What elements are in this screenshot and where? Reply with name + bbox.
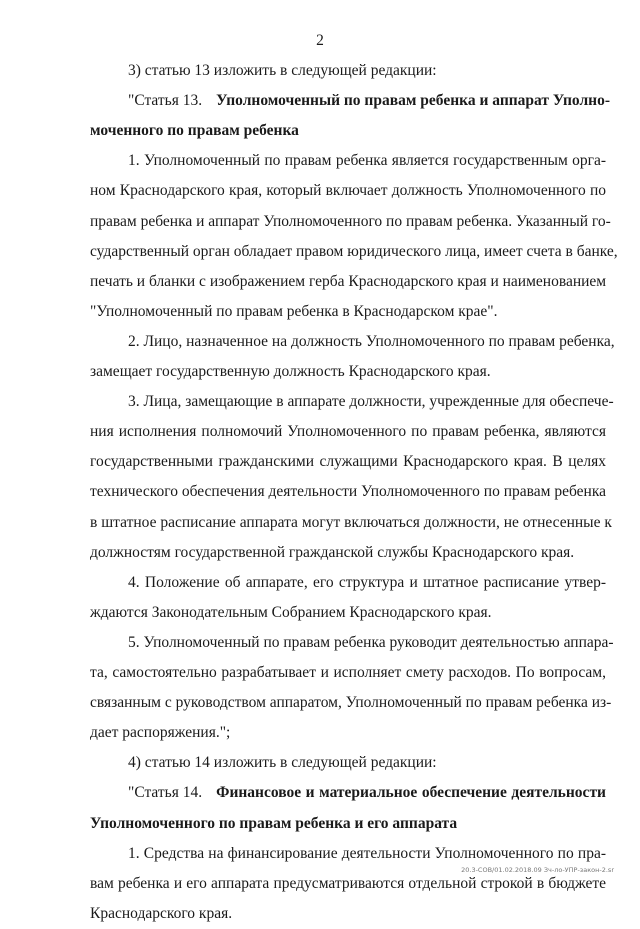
text-line: правам ребенка и аппарат Уполномоченного по правам ребенка. Указанный го-	[90, 212, 611, 230]
text-line: 4. Положение об аппарате, его структура и штатное расписание утвер-	[128, 573, 606, 591]
text-line: должностям государственной гражданской службы Краснодарского края.	[90, 543, 575, 561]
text-line: 1. Средства на финансирование деятельности Уполномоченного по пра-	[128, 844, 606, 862]
text-line: Краснодарского края.	[90, 904, 233, 922]
text-line: ждаются Законодательным Собранием Краснодарского края.	[90, 603, 492, 621]
text-line: вам ребенка и его аппарата предусматриваются отдельной строкой в бюджете	[90, 874, 606, 892]
text-line: 4) статью 14 изложить в следующей редакции:	[128, 754, 437, 772]
article-number: "Статья 14.	[128, 784, 203, 802]
page-number: 2	[316, 32, 324, 49]
text-line: 3. Лица, замещающие в аппарате должности, учрежденные для обеспече-	[128, 393, 614, 411]
article-title: Уполномоченный по правам ребенка и аппарат Уполно-	[216, 92, 611, 110]
text-line: связанным с руководством аппаратом, Уполномоченный по правам ребенка из-	[90, 694, 612, 712]
text-line: 2. Лицо, назначенное на должность Уполномоченного по правам ребенка,	[128, 332, 615, 350]
article-number: "Статья 13.	[128, 92, 203, 110]
article-heading-line: Уполномоченного по правам ребенка и его аппарата	[90, 814, 458, 832]
text-line: печать и бланки с изображением герба Краснодарского края и наименованием	[90, 272, 607, 290]
text-line: замещает государственную должность Краснодарского края.	[90, 363, 491, 380]
article-heading-line: моченного по правам ребенка	[90, 122, 299, 140]
text-line: в штатное расписание аппарата могут включаться должности, не отнесенные к	[90, 513, 612, 531]
text-line: "Уполномоченный по правам ребенка в Краснодарском крае".	[90, 302, 498, 320]
text-line: ном Краснодарского края, который включает должность Уполномоченного по	[90, 182, 606, 200]
text-line: технического обеспечения деятельности Уполномоченного по правам ребенка	[90, 483, 606, 501]
text-line: та, самостоятельно разрабатывает и исполняет смету расходов. По вопросам,	[90, 664, 606, 681]
text-line: 3) статью 13 изложить в следующей редакции:	[128, 62, 437, 79]
text-line: сударственный орган обладает правом юридического лица, имеет счета в банке,	[90, 242, 618, 260]
text-line: ния исполнения полномочий Уполномоченного по правам ребенка, являются	[90, 423, 606, 441]
document-footer: 20.3-СОВ/01.02.2018.09 Зч-ло-УПР-закон-2.sr	[461, 866, 614, 874]
text-line: 1. Уполномоченный по правам ребенка является государственным орга-	[128, 152, 606, 170]
text-line: 5. Уполномоченный по правам ребенка руководит деятельностью аппара-	[128, 633, 614, 651]
article-heading-line	[90, 778, 606, 808]
article-heading-line	[90, 86, 611, 116]
text-line: государственными гражданскими служащими Краснодарского края. В целях	[90, 453, 606, 471]
text-line: дает распоряжения.";	[90, 724, 231, 742]
article-title: Финансовое и материальное обеспечение деятельности	[216, 784, 606, 802]
